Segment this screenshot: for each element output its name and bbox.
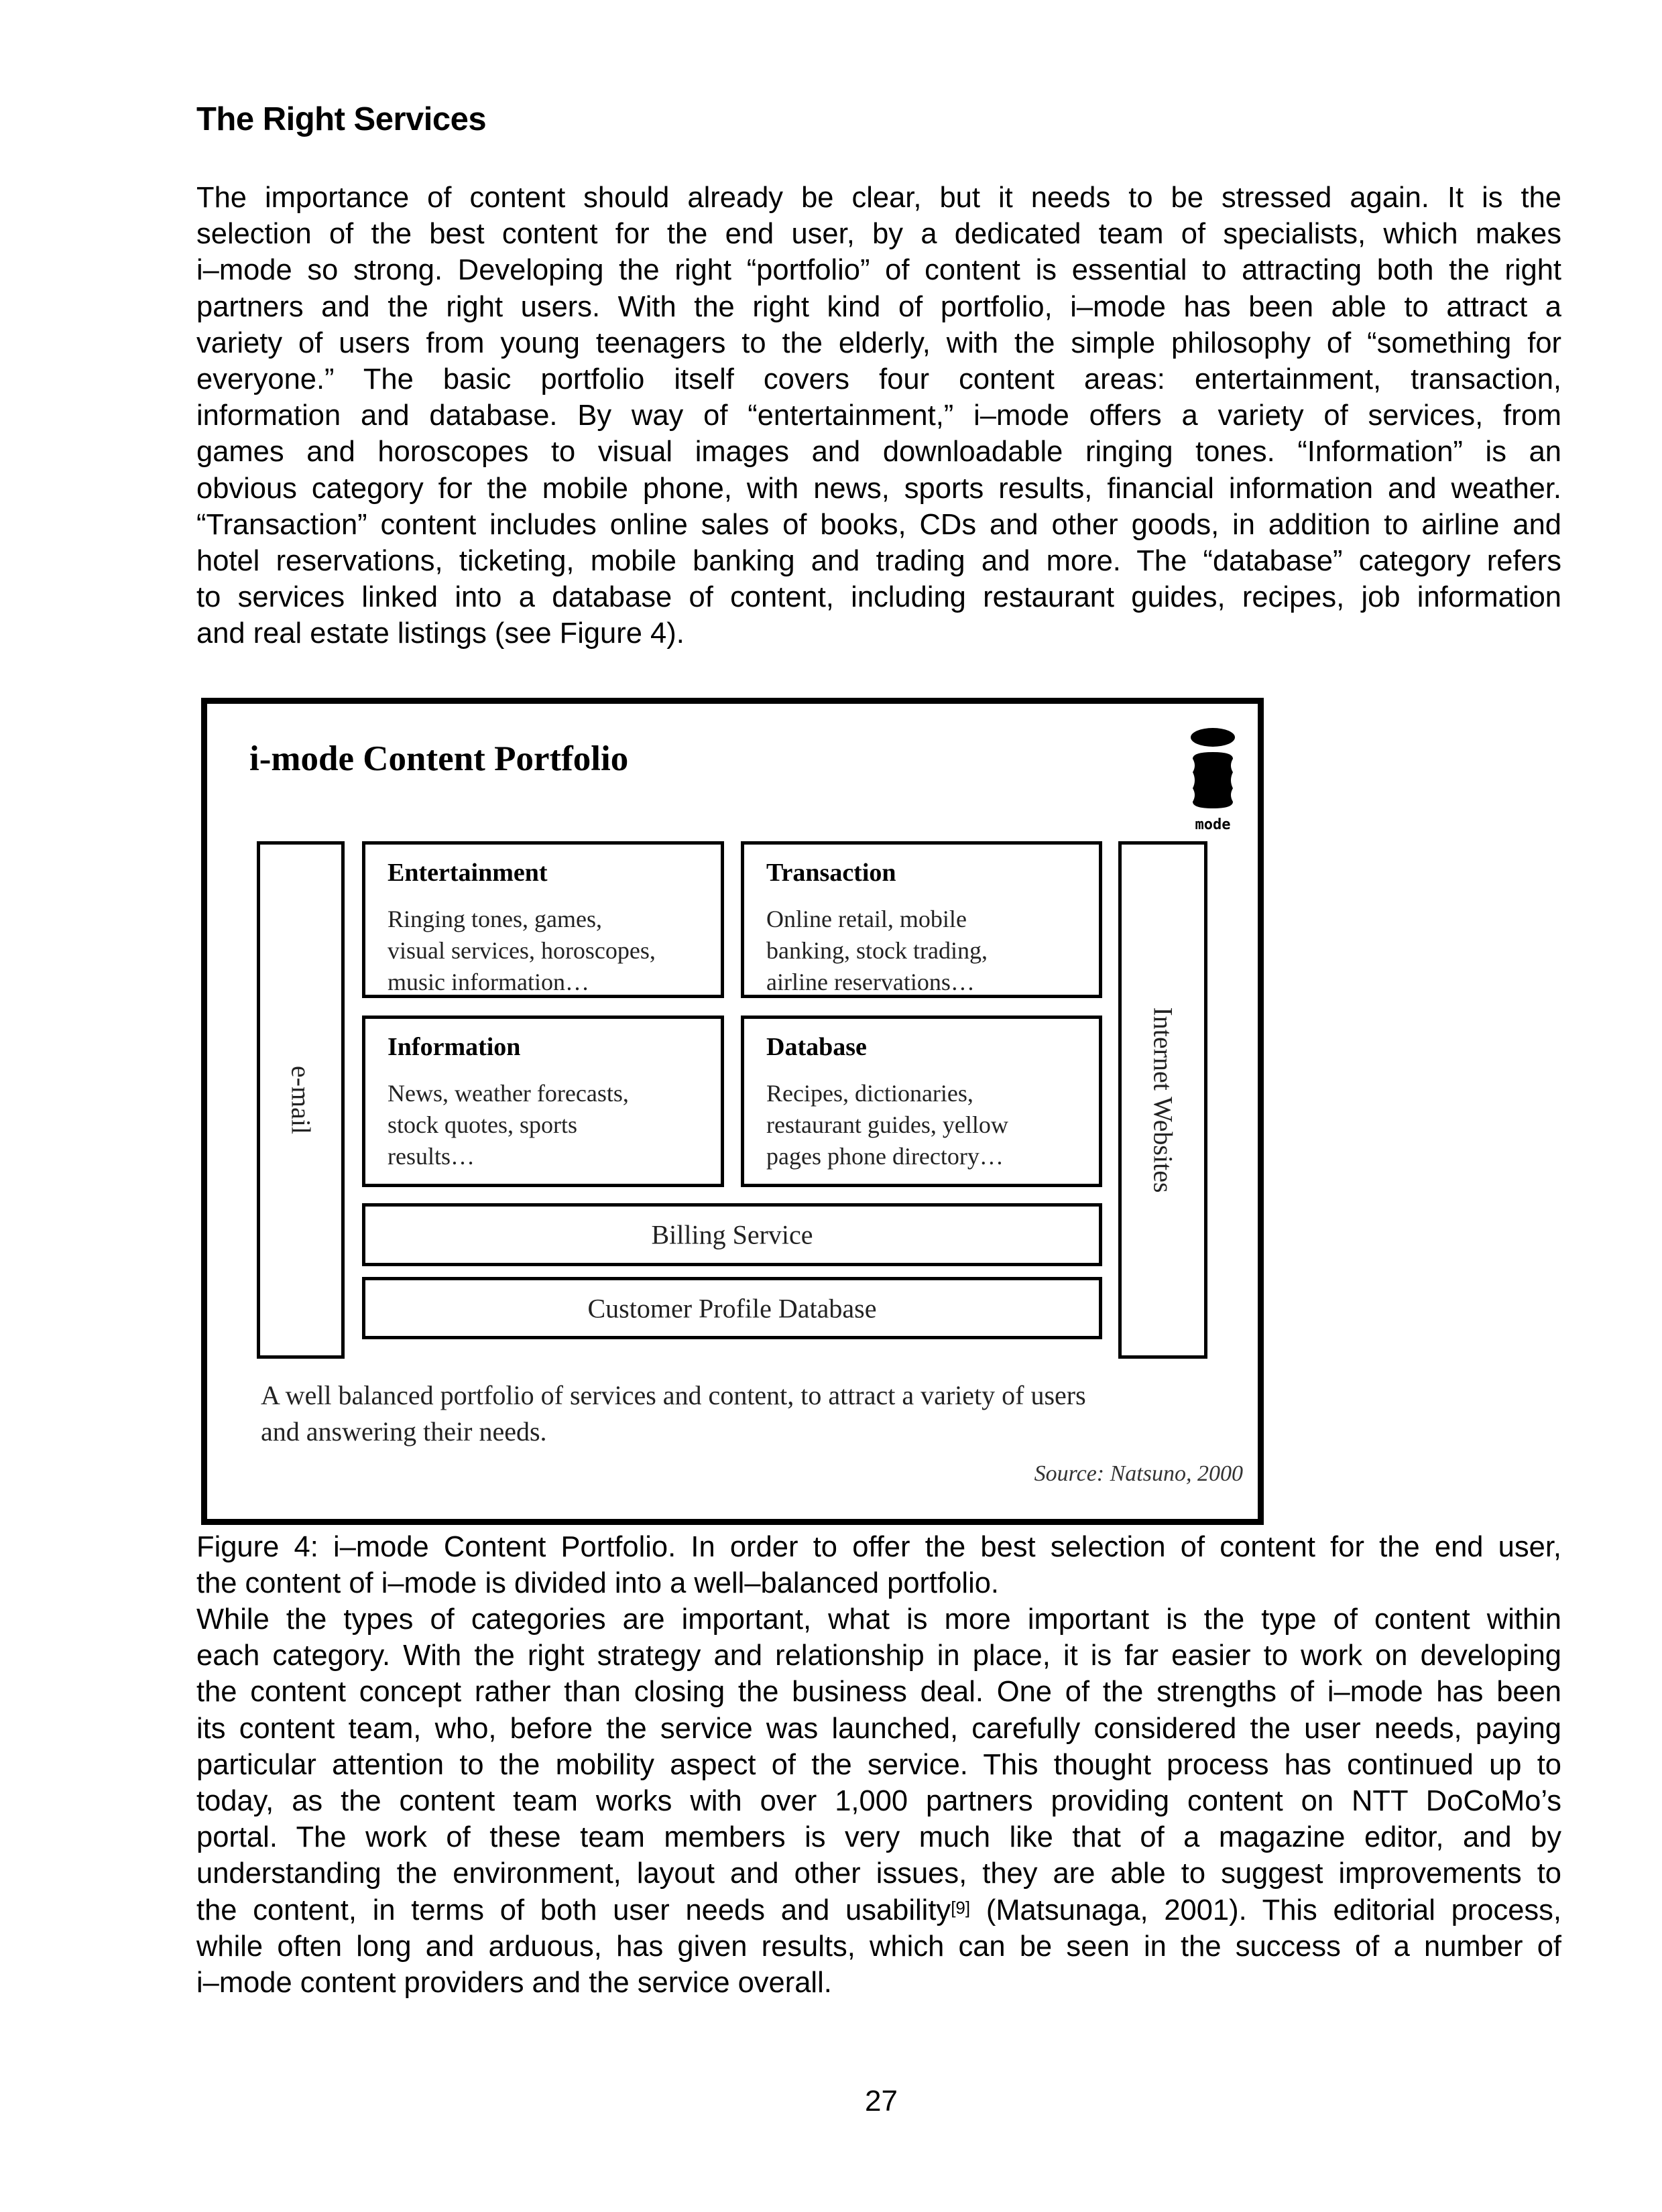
category-title: Transaction [766, 859, 896, 887]
text-line: and real estate listings (see Figure 4). [196, 617, 685, 650]
figure-title: i-mode Content Portfolio [249, 739, 629, 778]
i-mode-logo-icon [1173, 725, 1253, 833]
billing-service-label: Billing Service [651, 1219, 813, 1250]
category-description: Online retail, mobile banking, stock trading, airline reservations… [766, 906, 988, 995]
category-description: News, weather forecasts, stock quotes, sports results… [388, 1080, 629, 1170]
text-line: information and database. By way of “entertainment,” i–mode offers a variety of services, from [196, 400, 1561, 432]
figure-content-portfolio [201, 698, 1264, 1525]
text-line: the content, in terms of both user needs and usability[9] (Matsunaga, 2001). This editorial process, [196, 1894, 1561, 1926]
logo-text: mode [1195, 816, 1231, 833]
category-title: Entertainment [388, 859, 548, 887]
text-line: i–mode content providers and the service overall. [196, 1967, 832, 2000]
text-line: the content of i–mode is divided into a well–balanced portfolio. [196, 1567, 1000, 1600]
body-paragraph-2 [196, 1601, 1561, 2001]
category-box-transaction [741, 841, 1102, 998]
text-line: hotel reservations, ticketing, mobile banking and trading and more. The “database” category refers [196, 545, 1561, 578]
category-title: Information [388, 1033, 521, 1061]
internet-websites-label: Internet Websites [1148, 1007, 1178, 1193]
text-line: variety of users from young teenagers to the elderly, with the simple philosophy of “something for [196, 326, 1561, 359]
text-line: obvious category for the mobile phone, with news, sports results, financial information and weather. [196, 472, 1561, 505]
body-paragraph-1 [196, 180, 1561, 652]
figure-description: A well balanced portfolio of services and content, to attract a variety of users and answering their needs. [261, 1380, 1086, 1447]
text-line: While the types of categories are important, what is more important is the type of content within [196, 1603, 1561, 1636]
figure-source: Source: Natsuno, 2000 [1034, 1461, 1243, 1486]
text-line: everyone.” The basic portfolio itself covers four content areas: entertainment, transaction, [196, 363, 1561, 396]
text-line: i–mode so strong. Developing the right “portfolio” of content is essential to attracting both the right [196, 254, 1561, 287]
internet-websites-box [1118, 841, 1207, 1359]
email-label: e-mail [286, 1065, 316, 1135]
category-description: Recipes, dictionaries, restaurant guides, yellow pages phone directory… [766, 1080, 1008, 1170]
billing-service-box [362, 1203, 1102, 1266]
text-line: understanding the environment, layout and other issues, they are able to suggest improvements to [196, 1857, 1561, 1890]
section-heading: The Right Services [196, 101, 487, 137]
text-line: games and horoscopes to visual images and downloadable ringing tones. “Information” is an [196, 436, 1561, 469]
text-line: “Transaction” content includes online sales of books, CDs and other goods, in addition to airline and [196, 508, 1561, 541]
category-box-database [741, 1016, 1102, 1187]
customer-profile-database-box [362, 1277, 1102, 1339]
category-description: Ringing tones, games, visual services, horoscopes, music information… [388, 906, 656, 995]
text-line: particular attention to the mobility aspect of the service. This thought process has continued up to [196, 1748, 1561, 1781]
footnote-reference[interactable]: [9] [951, 1897, 971, 1918]
text-line: partners and the right users. With the right kind of portfolio, i–mode has been able to attract a [196, 290, 1561, 323]
text-line: the content concept rather than closing the business deal. One of the strengths of i–mode has been [196, 1676, 1561, 1709]
text-line: each category. With the right strategy and relationship in place, it is far easier to work on developing [196, 1640, 1561, 1672]
text-line: its content team, who, before the service was launched, carefully considered the user needs, paying [196, 1712, 1561, 1745]
category-box-information [362, 1016, 724, 1187]
text-line: while often long and arduous, has given results, which can be seen in the success of a number of [196, 1930, 1561, 1963]
text-line: The importance of content should already be clear, but it needs to be stressed again. It is the [196, 182, 1561, 214]
page-number: 27 [865, 2085, 898, 2117]
text-line: Figure 4: i–mode Content Portfolio. In order to offer the best selection of content for the end user, [196, 1531, 1561, 1563]
text-line: to services linked into a database of content, including restaurant guides, recipes, job information [196, 581, 1561, 614]
email-box [257, 841, 345, 1359]
figure-caption [196, 1529, 1561, 1601]
text-line: today, as the content team works with over 1,000 partners providing content on NTT DoCoMo’s [196, 1785, 1561, 1818]
text-line: portal. The work of these team members is very much like that of a magazine editor, and by [196, 1821, 1561, 1854]
category-box-entertainment [362, 841, 724, 998]
category-title: Database [766, 1033, 867, 1061]
customer-profile-database-label: Customer Profile Database [587, 1293, 877, 1323]
text-line: selection of the best content for the end user, by a dedicated team of specialists, which makes [196, 218, 1561, 251]
